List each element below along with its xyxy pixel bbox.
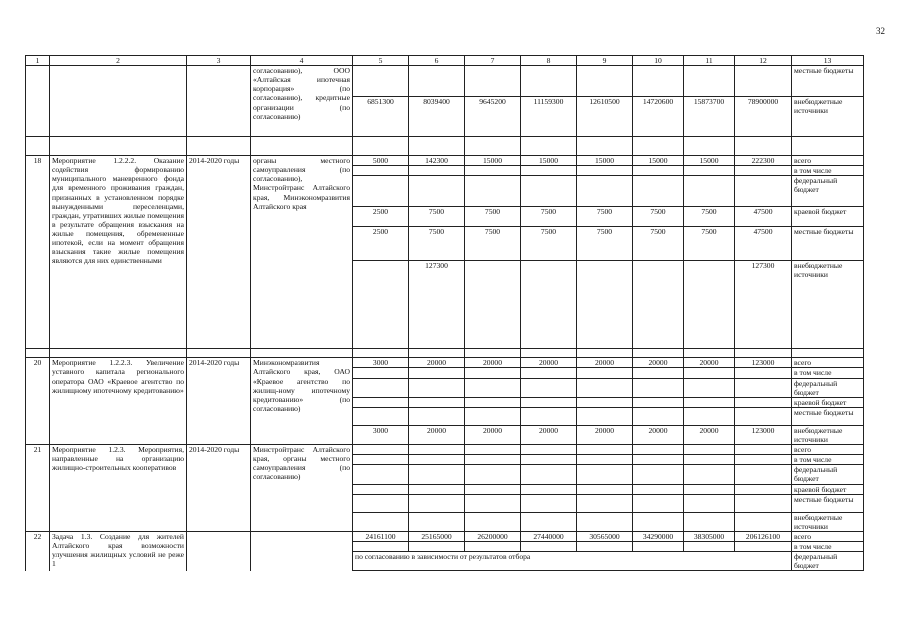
value-cell: 7500 [684, 207, 735, 227]
value-cell: 123000 [735, 358, 792, 368]
value-cell: 20000 [521, 425, 577, 444]
measure-description: Мероприятие 1.2.3. Мероприятия, направленные на организацию жилищно-строительных кооперативов [50, 445, 187, 532]
period-cell: 2014-2020 годы [187, 358, 251, 445]
value-cell: 7500 [465, 227, 521, 261]
value-cell: 3000 [353, 425, 409, 444]
value-cell: 127300 [735, 261, 792, 349]
value-cell: 142300 [409, 156, 465, 166]
measure-description: Задача 1.3. Создание для жителей Алтайского края возможности улучшения жилищных условий не реже 1 [50, 531, 187, 570]
value-cell: 2500 [353, 207, 409, 227]
source-cell: всего [792, 358, 864, 368]
value-cell: 7500 [409, 227, 465, 261]
selection-note: по согласованию в зависимости от результатов отбора [353, 552, 792, 571]
column-number-row [26, 56, 864, 66]
value-cell: 20000 [465, 425, 521, 444]
table-row [26, 358, 864, 368]
value-cell: 7500 [409, 207, 465, 227]
row-number: 20 [26, 358, 50, 445]
source-cell: в том числе [792, 541, 864, 551]
col-header: 7 [465, 56, 521, 66]
value-cell: 30565000 [577, 531, 633, 541]
value-cell: 15000 [684, 156, 735, 166]
value-cell: 27440000 [521, 531, 577, 541]
value-cell: 15873700 [684, 97, 735, 137]
col-header: 9 [577, 56, 633, 66]
source-cell: в том числе [792, 455, 864, 465]
executor-cell: согласованию), ООО «Алтайская ипотечная корпорация» (по согласованию), кредитные организации (по согласованию) [251, 66, 353, 137]
source-cell: всего [792, 531, 864, 541]
source-cell: местные бюджеты [792, 494, 864, 512]
col-header: 5 [353, 56, 409, 66]
source-cell: краевой бюджет [792, 484, 864, 494]
source-cell: федеральный бюджет [792, 176, 864, 207]
value-cell: 78900000 [735, 97, 792, 137]
source-cell: внебюджетные источники [792, 261, 864, 349]
value-cell: 7500 [633, 227, 684, 261]
measure-description: Мероприятие 1.2.2.3. Увеличение уставного капитала регионального оператора ОАО «Краевое агентство по жилищному ипотечному кредитованию» [50, 358, 187, 445]
executor-cell: органы местного самоуправления (по согласованию), Минстройтранс Алтайского края, Минэкономразвития Алтайского края [251, 156, 353, 349]
value-cell: 7500 [633, 207, 684, 227]
value-cell: 20000 [521, 358, 577, 368]
value-cell: 38305000 [684, 531, 735, 541]
value-cell: 34290000 [633, 531, 684, 541]
page-number: 32 [876, 26, 885, 36]
executor-cell: Минстройтранс Алтайского края, органы местного самоуправления (по согласованию) [251, 445, 353, 532]
value-cell: 8039400 [409, 97, 465, 137]
row-number: 21 [26, 445, 50, 532]
value-cell: 15000 [521, 156, 577, 166]
executor-cell: Минэкономразвития Алтайского края, ОАО «Краевое агентство по жилищ-ному ипотечному кредитованию» (по согласованию) [251, 358, 353, 445]
value-cell: 5000 [353, 156, 409, 166]
source-cell: в том числе [792, 368, 864, 378]
value-cell: 7500 [684, 227, 735, 261]
row-number: 22 [26, 531, 50, 570]
col-header: 3 [187, 56, 251, 66]
source-cell: внебюджетные источники [792, 512, 864, 531]
value-cell: 20000 [684, 358, 735, 368]
source-cell: краевой бюджет [792, 397, 864, 407]
value-cell: 20000 [633, 425, 684, 444]
measure-description: Мероприятие 1.2.2.2. Оказание содействия формированию муниципального маневренного фонда для временного проживания граждан, признанных в установленном порядке вынужденными переселенцами, граждан, утративших жилые помещения в результате обращения взыскания на жилые помещения, обремененные ипотекой, если на момент обращения взыскания такие жилые помещения являются для них единственными [50, 156, 187, 349]
value-cell: 14720600 [633, 97, 684, 137]
value-cell: 20000 [577, 358, 633, 368]
gap-row [26, 349, 864, 358]
value-cell: 20000 [409, 358, 465, 368]
value-cell: 7500 [577, 207, 633, 227]
table-row [26, 156, 864, 166]
source-cell: краевой бюджет [792, 207, 864, 227]
col-header: 1 [26, 56, 50, 66]
source-cell: внебюджетные источники [792, 97, 864, 137]
value-cell: 15000 [577, 156, 633, 166]
source-cell: местные бюджеты [792, 407, 864, 425]
value-cell: 7500 [465, 207, 521, 227]
source-cell: федеральный бюджет [792, 465, 864, 484]
col-header: 8 [521, 56, 577, 66]
value-cell: 20000 [684, 425, 735, 444]
table-row [26, 66, 864, 97]
value-cell: 25165000 [409, 531, 465, 541]
value-cell: 26200000 [465, 531, 521, 541]
value-cell: 2500 [353, 227, 409, 261]
value-cell: 20000 [577, 425, 633, 444]
source-cell: в том числе [792, 166, 864, 176]
table-row [26, 531, 864, 541]
col-header: 2 [50, 56, 187, 66]
table-row [26, 445, 864, 455]
value-cell: 9645200 [465, 97, 521, 137]
value-cell: 7500 [521, 227, 577, 261]
col-header: 12 [735, 56, 792, 66]
value-cell: 11159300 [521, 97, 577, 137]
col-header: 13 [792, 56, 864, 66]
source-cell: федеральный бюджет [792, 378, 864, 397]
col-header: 10 [633, 56, 684, 66]
source-cell: всего [792, 445, 864, 455]
value-cell: 127300 [409, 261, 465, 349]
value-cell: 7500 [521, 207, 577, 227]
value-cell: 47500 [735, 207, 792, 227]
source-cell: всего [792, 156, 864, 166]
value-cell: 15000 [465, 156, 521, 166]
value-cell: 6851300 [353, 97, 409, 137]
value-cell: 15000 [633, 156, 684, 166]
value-cell: 20000 [633, 358, 684, 368]
source-cell: местные бюджеты [792, 66, 864, 97]
source-cell: федеральный бюджет [792, 552, 864, 571]
source-cell: внебюджетные источники [792, 425, 864, 444]
value-cell: 24161100 [353, 531, 409, 541]
col-header: 6 [409, 56, 465, 66]
value-cell: 222300 [735, 156, 792, 166]
period-cell: 2014-2020 годы [187, 156, 251, 349]
value-cell: 20000 [465, 358, 521, 368]
value-cell: 206126100 [735, 531, 792, 541]
value-cell: 7500 [577, 227, 633, 261]
value-cell: 47500 [735, 227, 792, 261]
col-header: 11 [684, 56, 735, 66]
row-number: 18 [26, 156, 50, 349]
period-cell: 2014-2020 годы [187, 445, 251, 532]
program-table [25, 55, 864, 571]
col-header: 4 [251, 56, 353, 66]
value-cell: 123000 [735, 425, 792, 444]
value-cell: 12610500 [577, 97, 633, 137]
source-cell: местные бюджеты [792, 227, 864, 261]
value-cell: 3000 [353, 358, 409, 368]
value-cell: 20000 [409, 425, 465, 444]
gap-row [26, 137, 864, 156]
